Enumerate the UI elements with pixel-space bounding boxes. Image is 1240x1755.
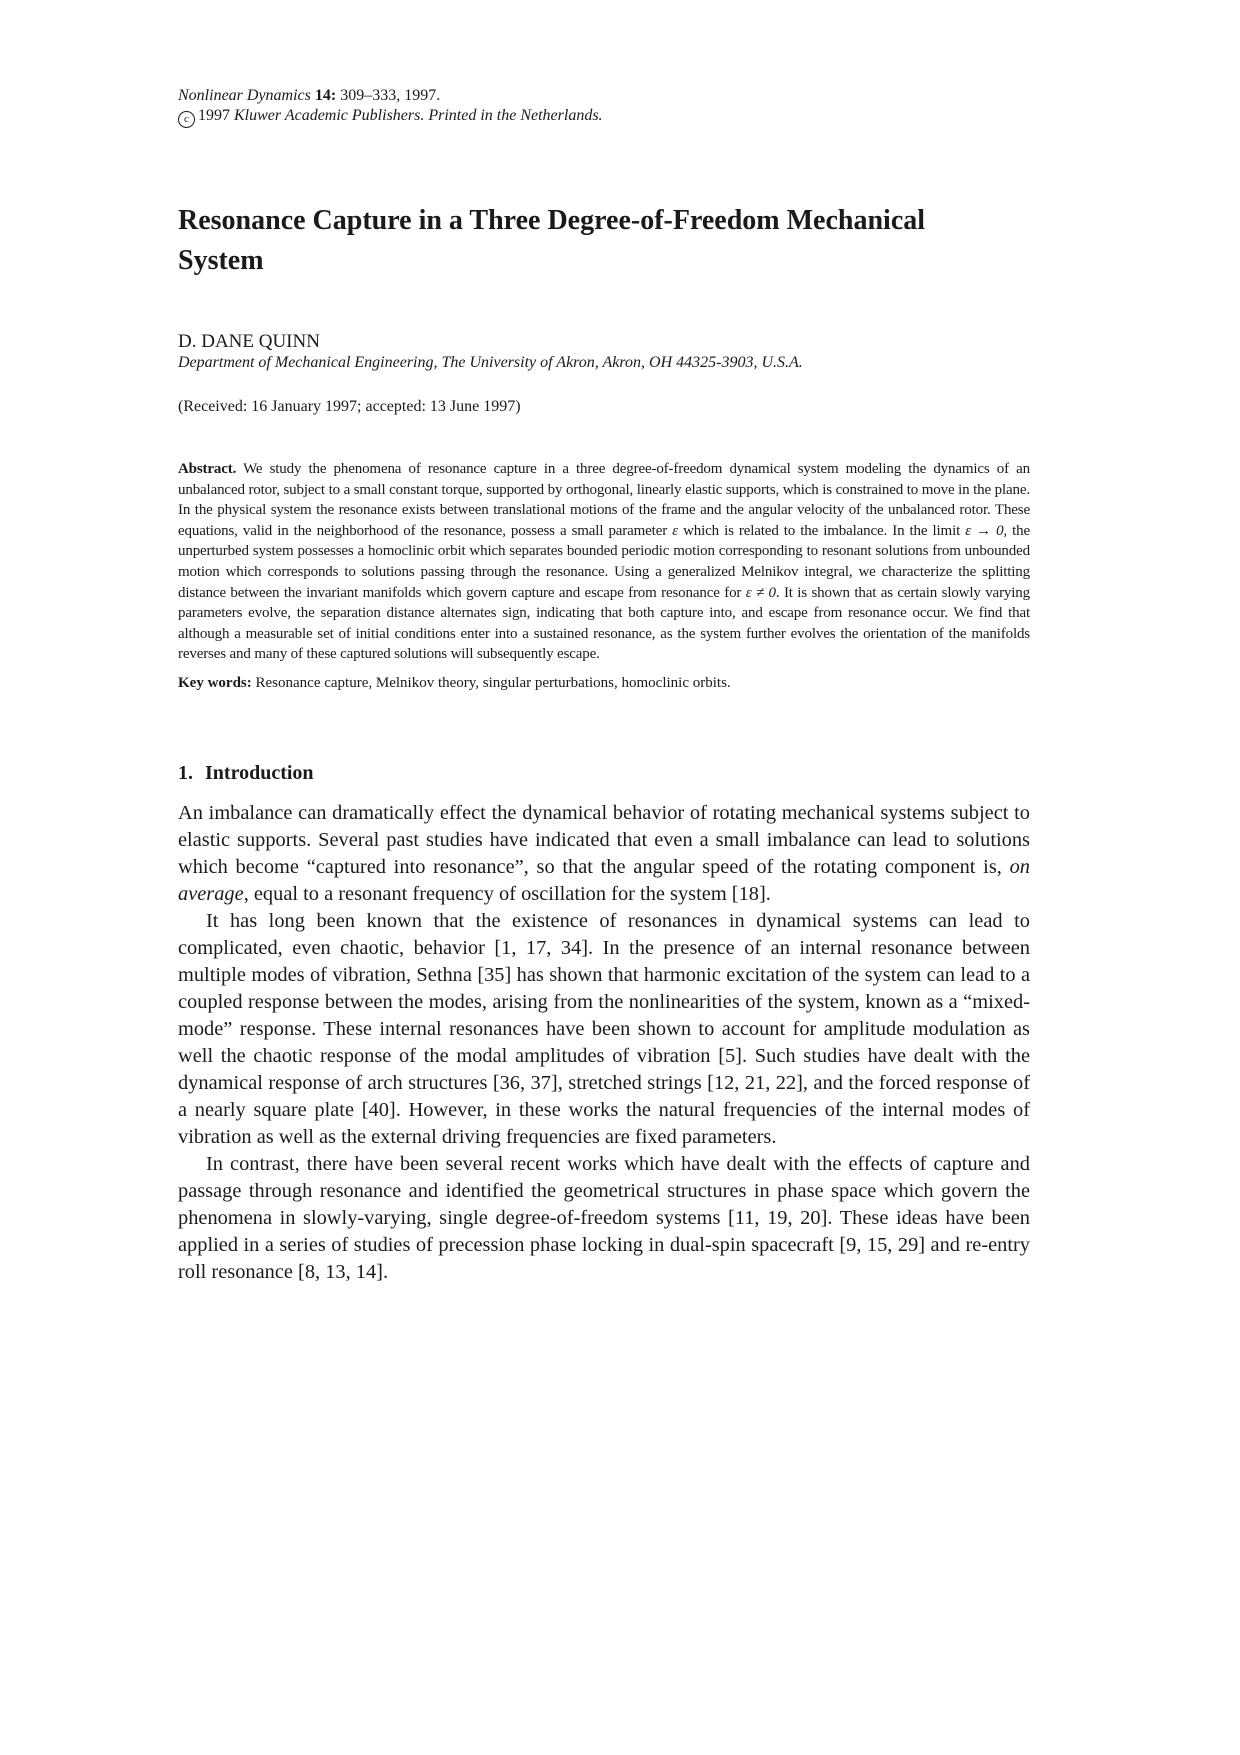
copyright-line <box>178 106 1030 128</box>
abstract-limit: ε → 0 <box>965 522 1004 539</box>
paragraph-1 <box>178 800 1030 908</box>
author-name: D. DANE QUINN <box>178 331 320 352</box>
body-text <box>178 800 1030 1286</box>
paragraph-1-text-a: An imbalance can dramatically effect the dynamical behavior of rotating mechanical systems subject to elastic supports. Several past studies have indicated that even a small imbalance can lead to solutions which become “captured into resonance”, so that the angular speed of the rotating component is, <box>178 801 1030 878</box>
abstract-text-4: . It is shown that as certain slowly varying parameters evolve, the separation distance alternates sign, indicating that both capture into, and escape from resonance occur. We find that although a measurable set of initial conditions enter into a sustained resonance, as the system further evolves the orientation of the manifolds reverses and many of these captured solutions will subsequently escape. <box>178 584 1030 663</box>
abstract-neq: ε ≠ 0 <box>745 584 776 601</box>
abstract-text-1: We study the phenomena of resonance capture in a three degree-of-freedom dynamical system modeling the dynamics of an unbalanced rotor, subject to a small constant torque, supported by orthogonal, linearly elastic supports, which is constrained to move in the plane. In the physical system the resonance exists between translational motions of the frame and the angular velocity of the unbalanced rotor. These equations, valid in the neighborhood of the resonance, possess a small parameter <box>178 461 1030 539</box>
abstract-epsilon: ε <box>672 522 678 539</box>
paragraph-1-text-b: , equal to a resonant frequency of oscillation for the system [18]. <box>243 882 771 905</box>
keywords <box>178 673 1030 693</box>
paper-title: Resonance Capture in a Three Degree-of-Freedom Mechanical System <box>178 205 926 276</box>
section-number: 1. <box>178 761 193 784</box>
paragraph-1-emphasis: on average <box>178 855 1030 905</box>
abstract-text-2: which is related to the imbalance. In the limit <box>683 522 961 539</box>
copyright-icon: c <box>178 111 195 128</box>
paragraph-3: In contrast, there have been several recent works which have dealt with the effects of capture and passage through resonance and identified the geometrical structures in phase space which govern the phenomena in slowly-varying, single degree-of-freedom systems [11, 19, 20]. These ideas have been applied in a series of studies of precession phase locking in dual-spin spacecraft [9, 15, 29] and re-entry roll resonance [8, 13, 14]. <box>178 1152 1030 1283</box>
section-title: Introduction <box>205 761 314 784</box>
author-affiliation: Department of Mechanical Engineering, The University of Akron, Akron, OH 44325-3903, U.S.A. <box>178 354 803 371</box>
section-heading <box>178 761 1030 785</box>
publisher: Kluwer Academic Publishers. Printed in the Netherlands. <box>234 107 603 124</box>
journal-pages-year: 309–333, 1997. <box>340 87 441 104</box>
journal-name: Nonlinear Dynamics <box>178 87 311 104</box>
abstract-label: Abstract. <box>178 461 237 477</box>
paragraph-2: It has long been known that the existence of resonances in dynamical systems can lead to complicated, even chaotic, behavior [1, 17, 34]. In the presence of an internal resonance between multiple modes of vibration, Sethna [35] has shown that harmonic excitation of the system can lead to a coupled response between the modes, arising from the nonlinearities of the system, known as a “mixed-mode” response. These internal resonances have been shown to account for amplitude modulation as well the chaotic response of the modal amplitudes of vibration [5]. Such studies have dealt with the dynamical response of arch structures [36, 37], stretched strings [12, 21, 22], and the forced response of a nearly square plate [40]. However, in these works the natural frequencies of the internal modes of vibration as well as the external driving frequencies are fixed parameters. <box>178 909 1030 1148</box>
keywords-text: Resonance capture, Melnikov theory, singular perturbations, homoclinic orbits. <box>255 674 731 691</box>
journal-citation <box>178 86 1030 106</box>
copyright-year: 1997 <box>198 107 230 124</box>
paper-page <box>178 86 1030 1286</box>
journal-header <box>178 86 1030 128</box>
journal-volume: 14: <box>314 87 337 104</box>
abstract <box>178 459 1030 665</box>
abstract-text-3: , the unperturbed system possesses a homoclinic orbit which separates bounded periodic motion corresponding to resonant solutions from unbounded motion which corresponds to solutions passing through the resonance. Using a generalized Melnikov integral, we characterize the splitting distance between the invariant manifolds which govern capture and escape from resonance for <box>178 522 1031 601</box>
received-dates: (Received: 16 January 1997; accepted: 13 June 1997) <box>178 398 521 415</box>
keywords-label: Key words: <box>178 674 252 691</box>
